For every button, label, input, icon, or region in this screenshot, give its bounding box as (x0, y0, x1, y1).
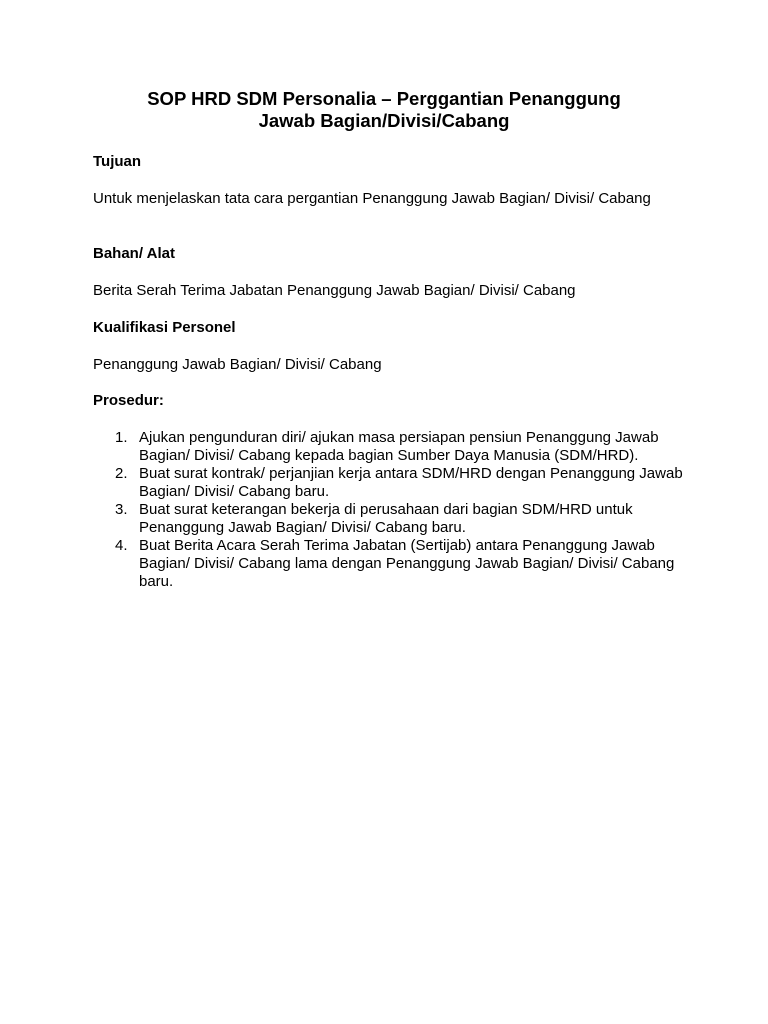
step-text: Buat surat kontrak/ perjanjian kerja antara SDM/HRD dengan Penanggung Jawab Bagian/ Divisi/ Cabang baru. (139, 465, 683, 500)
heading-bahan-alat: Bahan/ Alat (93, 245, 175, 262)
heading-tujuan: Tujuan (93, 153, 142, 170)
prosedur-step (93, 465, 693, 501)
step-number: 4. (115, 537, 128, 554)
title-line-2: Jawab Bagian/Divisi/Cabang (258, 110, 510, 131)
prosedur-step (93, 429, 693, 465)
heading-prosedur: Prosedur: (93, 392, 164, 409)
step-text: Buat Berita Acara Serah Terima Jabatan (Sertijab) antara Penanggung Jawab Bagian/ Divisi/ Cabang lama dengan Penanggung Jawab Bagian/ Divisi/ Cabang baru. (139, 537, 675, 590)
step-number: 2. (115, 465, 128, 482)
heading-kualifikasi-personel: Kualifikasi Personel (93, 319, 236, 336)
prosedur-step (93, 501, 693, 537)
step-text: Buat surat keterangan bekerja di perusahaan dari bagian SDM/HRD untuk Penanggung Jawab Bagian/ Divisi/ Cabang baru. (139, 501, 633, 536)
step-number: 1. (115, 429, 128, 446)
title-line-1: SOP HRD SDM Personalia – Perggantian Penanggung (147, 88, 621, 109)
document-title (60, 88, 708, 132)
step-text: Ajukan pengunduran diri/ ajukan masa persiapan pensiun Penanggung Jawab Bagian/ Divisi/ Cabang kepada bagian Sumber Daya Manusia (SDM/HRD). (139, 429, 659, 464)
prosedur-list (93, 429, 693, 591)
text-tujuan: Untuk menjelaskan tata cara pergantian Penanggung Jawab Bagian/ Divisi/ Cabang (93, 190, 651, 207)
step-number: 3. (115, 501, 128, 518)
text-kualifikasi-personel: Penanggung Jawab Bagian/ Divisi/ Cabang (93, 356, 382, 373)
prosedur-step (93, 537, 693, 591)
text-bahan-alat: Berita Serah Terima Jabatan Penanggung Jawab Bagian/ Divisi/ Cabang (93, 282, 576, 299)
